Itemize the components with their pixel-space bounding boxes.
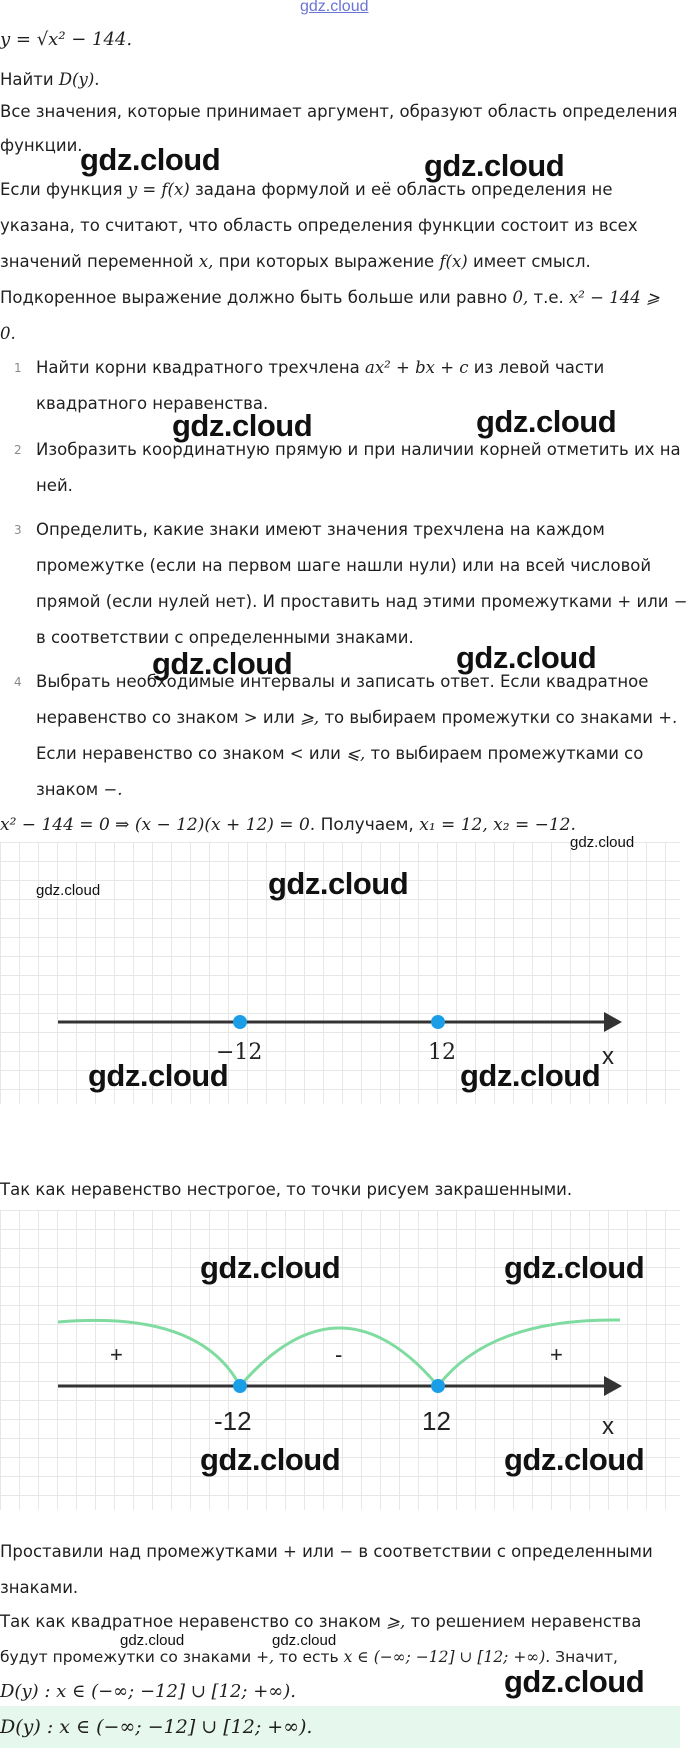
rule-text: значений переменной [0,252,194,271]
rule-line-3 [0,244,672,279]
watermark-small: gdz.cloud [36,882,101,899]
watermark: gdz.cloud [460,1058,601,1093]
watermark: gdz.cloud [268,866,409,901]
watermark: gdz.cloud [456,640,597,675]
rule-text: задана формулой и её область определения не [194,180,613,199]
list-text: Если неравенство со знаком < или ⩽, то выбираем промежутками со [36,744,644,763]
list-text: знаком −. [36,780,123,799]
roots-math: x₁ = 12, x₂ = −12. [419,815,576,835]
list-text: неравенство со знаком > или ⩾, то выбираем промежутки со знаками +. [36,708,678,727]
label-right: 12 [422,1406,451,1436]
nonstrict-text: Так как неравенство нестрогое, то точки рисуем закрашенными. [0,1180,573,1199]
conclusion-line-3: Так как квадратное неравенство со знаком ⩾, то решением неравенства [0,1612,642,1631]
condition-text: т.е. [533,288,564,307]
top-watermark[interactable]: gdz.cloud [300,0,369,15]
list-text: прямой (если нулей нет). И проставить над этими промежутками + или − [36,592,688,611]
definition-line-1: Все значения, которые принимает аргумент, образуют область определения [0,102,678,121]
sign-arc-left [58,1320,240,1386]
rule-math: f(x) [439,252,468,271]
conclusion-line-2: знаками. [0,1578,79,1597]
watermark-small: gdz.cloud [272,1632,337,1649]
list-text: Изобразить координатную прямую и при наличии корней отметить их на [36,440,681,459]
list-text: промежутке (если на первом шаге нашли нули) или на всей числовой [36,556,652,575]
watermark: gdz.cloud [504,1442,645,1477]
roots-math: x² − 144 = 0 ⇒ (x − 12)(x + 12) = 0. [0,815,316,835]
task-find-math: D(y). [58,70,100,89]
list-text: Найти корни квадратного трехчлена ax² + bx + c из левой части [36,358,605,377]
point-left [233,1379,247,1393]
point-left [233,1015,247,1029]
answer-box [0,1706,680,1748]
list-text: квадратного неравенства. [36,394,269,413]
task-find-text: Найти [0,70,54,89]
label-left: −12 [216,1040,263,1065]
roots-text: Получаем, [320,815,414,835]
rule-math: y = f(x) [127,180,190,199]
list-text: Выбрать необходимые интервалы и записать ответ. Если квадратное [36,672,649,691]
conclusion-line-4: будут промежутки со знаками +, то есть x ∈ (−∞; −12] ∪ [12; +∞). Значит, [0,1648,618,1666]
condition-line-2: 0. [0,324,16,343]
watermark: gdz.cloud [152,646,293,681]
list-number: 1 [14,361,22,375]
watermark: gdz.cloud [172,408,313,443]
watermark: gdz.cloud [88,1058,229,1093]
label-left: -12 [214,1406,252,1436]
list-number: 2 [14,443,22,457]
watermark: gdz.cloud [504,1664,645,1699]
watermark: gdz.cloud [200,1250,341,1285]
condition-text: Подкоренное выражение должно быть больше или равно [0,288,508,307]
point-right [431,1379,445,1393]
watermark: gdz.cloud [504,1250,645,1285]
watermark: gdz.cloud [200,1442,341,1477]
function-formula: y = √x² − 144. [0,29,133,50]
watermark: gdz.cloud [424,148,565,183]
sign-left: + [110,1342,123,1367]
sign-right: + [550,1342,563,1367]
answer-text: D(y) : x ∈ (−∞; −12] ∪ [12; +∞). [0,1716,313,1738]
list-number: 3 [14,523,22,537]
rule-text: Если функция [0,180,123,199]
list-text: ней. [36,476,73,495]
list-text: Определить, какие знаки имеют значения трехчлена на каждом [36,520,605,539]
watermark-small: gdz.cloud [120,1632,185,1649]
axis-arrow [604,1376,622,1396]
axis-arrow [604,1012,622,1032]
list-number: 4 [14,675,22,689]
definition-line-2: функции. [0,136,83,155]
rule-text: имеет смысл. [473,252,591,271]
rule-math: x, [198,252,214,271]
point-right [431,1015,445,1029]
watermark: gdz.cloud [80,142,221,177]
task-line [0,62,672,97]
sign-arc-right [438,1320,620,1386]
list-text: в соответствии с определенными знаками. [36,628,414,647]
label-right: 12 [428,1040,456,1065]
sign-middle: - [335,1342,343,1367]
axis-label: x [602,1413,614,1440]
condition-math: 0, [512,288,529,307]
rule-line-2: указана, то считают, что область определения функции состоит из всех [0,216,638,235]
watermark-small: gdz.cloud [570,834,635,851]
condition-math: x² − 144 ⩾ [568,288,660,307]
condition-line [0,280,672,315]
conclusion-line-5: D(y) : x ∈ (−∞; −12] ∪ [12; +∞). [0,1681,297,1702]
axis-label: x [602,1043,614,1070]
rule-text: при которых выражение [218,252,435,271]
conclusion-line-1: Проставили над промежутками + или − в соответствии с определенными [0,1542,653,1561]
watermark: gdz.cloud [476,404,617,439]
